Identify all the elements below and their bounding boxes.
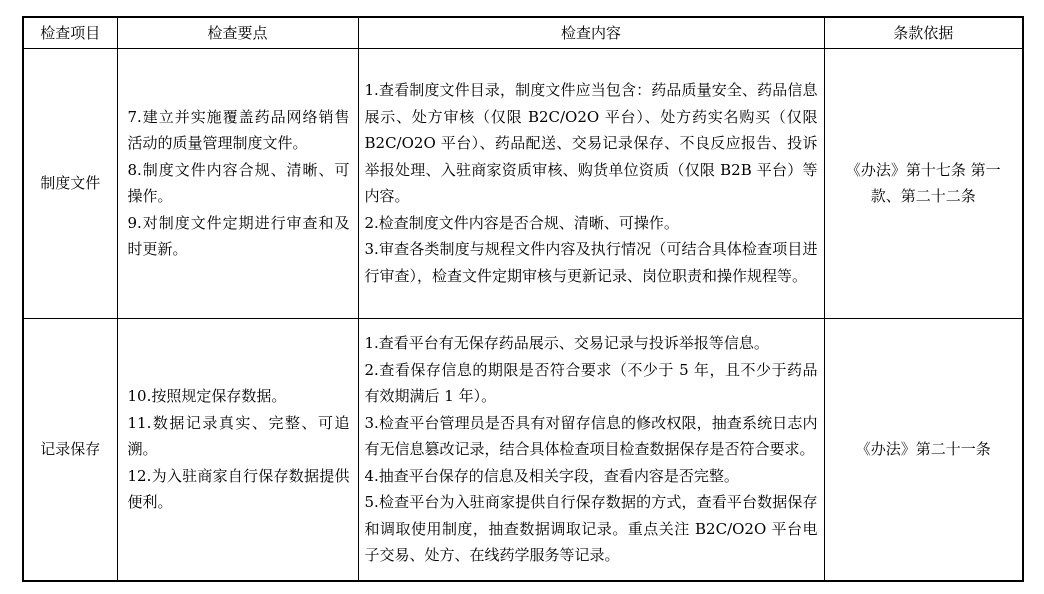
key-point: 12.为入驻商家自行保存数据提供便利。 — [127, 466, 350, 511]
cell-key-points — [117, 48, 358, 318]
cell-inspection-content — [358, 318, 824, 581]
content-item: 1.查看制度文件目录，制度文件应当包含：药品质量安全、药品信息展示、处方审核（仅限 B2C/O2O 平台）、处方药实名购买（仅限 B2C/O2O 平台）、药品配送、交易记录保存、不良反应报告、投诉举报处理、入驻商家资质审核、购货单位资质（仅限 B2B 平台）等内容。 — [364, 81, 818, 205]
cell-clause-basis: 《办法》第十七条 第一款、第二十二条 — [824, 48, 1023, 318]
header-row — [23, 17, 1023, 48]
key-point: 10.按照规定保存数据。 — [127, 387, 287, 405]
header-clause-basis: 条款依据 — [824, 17, 1023, 48]
table-row-record-keeping — [23, 318, 1023, 581]
content-item: 3.审查各类制度与规程文件内容及执行情况（可结合具体检查项目进行审查），检查文件定期审核与更新记录、岗位职责和操作规程等。 — [364, 240, 818, 285]
key-point: 9.对制度文件定期进行审查和及时更新。 — [127, 213, 350, 258]
cell-key-points — [117, 318, 358, 581]
inspection-table — [22, 16, 1024, 582]
key-point: 11.数据记录真实、完整、可追溯。 — [127, 413, 350, 458]
table-row-system-documents — [23, 48, 1023, 318]
content-item: 2.查看保存信息的期限是否符合要求（不少于 5 年，且不少于药品有效期满后 1 年）。 — [364, 360, 818, 405]
cell-inspection-content — [358, 48, 824, 318]
cell-clause-basis: 《办法》第二十一条 — [824, 318, 1023, 581]
content-item: 2.检查制度文件内容是否合规、清晰、可操作。 — [364, 213, 679, 232]
content-item: 1.查看平台有无保存药品展示、交易记录与投诉举报等信息。 — [364, 334, 769, 352]
content-item: 4.抽查平台保存的信息及相关字段，查看内容是否完整。 — [364, 466, 739, 485]
content-item: 5.检查平台为入驻商家提供自行保存数据的方式，查看平台数据保存和调取使用制度，抽查数据调取记录。重点关注 B2C/O2O 平台电子交易、处方、在线药学服务等记录。 — [364, 493, 818, 564]
key-point: 8.制度文件内容合规、清晰、可操作。 — [127, 160, 350, 205]
header-inspection-item: 检查项目 — [23, 17, 117, 48]
header-key-points: 检查要点 — [117, 17, 358, 48]
content-item: 3.检查平台管理员是否具有对留存信息的修改权限，抽查系统日志内有无信息篡改记录，结合具体检查项目检查数据保存是否符合要求。 — [364, 413, 818, 458]
header-content: 检查内容 — [358, 17, 824, 48]
key-point: 7.建立并实施覆盖药品网络销售活动的质量管理制度文件。 — [127, 107, 350, 152]
cell-inspection-item: 记录保存 — [23, 318, 117, 581]
cell-inspection-item: 制度文件 — [23, 48, 117, 318]
